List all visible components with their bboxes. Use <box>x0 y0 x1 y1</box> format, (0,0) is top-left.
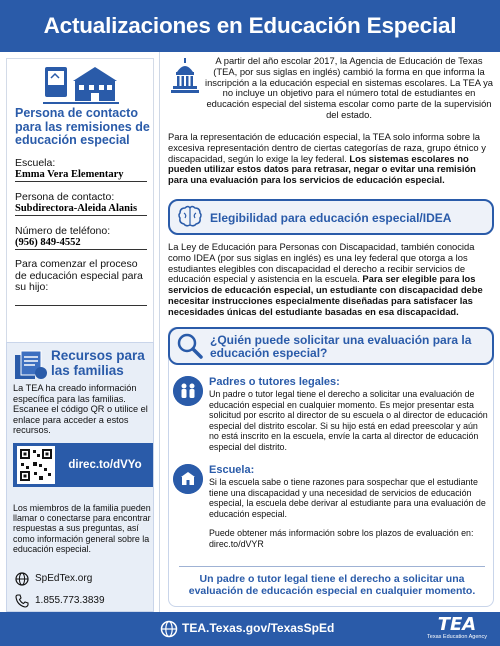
phone-row[interactable] <box>13 593 153 609</box>
closing-statement: Un padre o tutor legal tiene el derecho a solicitar una evaluación de educación especial en cualquier momento. <box>179 566 485 597</box>
tea-logo <box>418 615 496 643</box>
website-row[interactable] <box>13 571 153 587</box>
family-resources-panel <box>6 342 154 612</box>
representation-text: Para la representación de educación especial, la TEA solo informa sobre la excesiva representación dentro de ciertas categorías de raza, grupo étnico y discapacidad, según lo exige la ley federal. <box>168 131 486 164</box>
school-label: Escuela: <box>15 157 56 169</box>
capitol-icon <box>170 58 200 94</box>
tea-logo-letters: TEA <box>437 614 477 635</box>
website-text: SpEdTex.org <box>35 573 93 584</box>
main-content <box>164 52 496 612</box>
sidebar <box>0 52 160 612</box>
idea-paragraph <box>168 242 494 318</box>
who-title: ¿Quién puede solicitar una evaluación para la educación especial? <box>210 333 472 360</box>
contact-title: Persona de contacto para las remisiones de educación especial <box>15 106 150 147</box>
resources-title: Recursos para las familias <box>51 348 145 378</box>
phone-value: (956) 849-4552 <box>15 237 147 250</box>
school-text: Si la escuela sabe o tiene razones para sospechar que el estudiante tiene una discapacidad y una necesidad de servicios de educación especial, la escuela debe derivar al estudiante para una evaluación de educación especial. <box>209 477 486 519</box>
resources-text: La TEA ha creado información específica para las familias. Escanee el código QR o utilice el enlace para acceder a estos recursos. <box>13 383 148 436</box>
footer-bar <box>0 612 500 646</box>
intro-paragraph: A partir del año escolar 2017, la Agencia de Educación de Texas (TEA, por sus siglas en inglés) cambió la forma en que informa la inscripción a la educación especial en sistemas escolares. La TEA ya no incluye un objetivo para el número total de estudiantes en educación especial del sistema escolar como parte de la supervisión del estado. <box>204 55 493 120</box>
tea-logo-subtitle: Texas Education Agency <box>427 634 487 640</box>
page-title: Actualizaciones en Educación Especial <box>43 13 457 38</box>
parents-icon <box>173 376 203 406</box>
who-section-header <box>168 327 494 365</box>
school-title: Escuela: <box>209 464 255 476</box>
eligibility-section-header <box>168 199 494 235</box>
resources-link[interactable]: direc.to/dVYo <box>68 459 142 471</box>
eligibility-title: Elegibilidad para educación especial/IDEA <box>210 211 452 225</box>
contact-panel <box>6 58 154 376</box>
school-icon <box>173 464 203 494</box>
phone-icon <box>15 594 29 608</box>
representation-paragraph <box>168 132 494 186</box>
phone-text: 1.855.773.3839 <box>35 595 105 606</box>
start-process-line <box>15 305 147 306</box>
start-process-label: Para comenzar el proceso de educación especial para su hijo: <box>15 258 143 293</box>
magnifier-icon <box>176 332 204 360</box>
footer-url[interactable]: TEA.Texas.gov/TexasSpEd <box>182 621 335 635</box>
idea-bold-text: Para ser elegible para los servicios de educación especial, un estudiante con discapacidad debe necesitar instrucciones especialmente diseñadas para satisfacer las necesidades únicas del estudiante basadas en esa discapacidad. <box>168 273 483 317</box>
idea-text: La Ley de Educación para Personas con Discapacidad, también conocida como IDEA (por sus siglas en inglés) es una ley federal que otorga a los estudiantes elegibles con discapacidad el derecho a recibir servicios de educación especial y asistencia en la escuela. <box>168 241 475 285</box>
brain-icon <box>176 203 204 231</box>
school-value: Emma Vera Elementary <box>15 169 147 182</box>
parents-title: Padres o tutores legales: <box>209 376 340 388</box>
globe-icon <box>15 572 29 586</box>
contact-person-value: Subdirectora-Aleida Alanis <box>15 203 147 216</box>
who-can-request-panel <box>168 327 494 607</box>
header-banner <box>0 0 500 52</box>
qr-code-icon[interactable] <box>17 446 55 484</box>
representation-bold-text: Los sistemas escolares no pueden utilizar estos datos para retrasar, negar o evitar una remisión para una evaluación para los servicios de educación especial. <box>168 152 476 186</box>
globe-icon <box>160 620 178 638</box>
documents-icon <box>13 349 49 381</box>
parents-text: Un padre o tutor legal tiene el derecho a solicitar una evaluación de educación especial en cualquier momento. Es mejor presentar esta solicitud por escrito al director de su escuela o al director de educación especial del distrito escolar. Si su hijo está en edad preescolar y aún no está inscrito en la escuela, envíe la carta al director de educación especial del distrito. <box>209 389 488 452</box>
school-contact-icon <box>43 63 119 107</box>
family-help-text: Los miembros de la familia pueden llamar o conectarse para encontrar respuestas a sus preguntas, así como información general sobre la educación especial. <box>13 503 151 554</box>
phone-label: Número de teléfono: <box>15 225 111 237</box>
timeline-text: Puede obtener más información sobre los plazos de evaluación en: direc.to/dVYR <box>209 528 474 549</box>
qr-link-bar <box>13 443 153 487</box>
contact-person-label: Persona de contacto: <box>15 191 115 203</box>
